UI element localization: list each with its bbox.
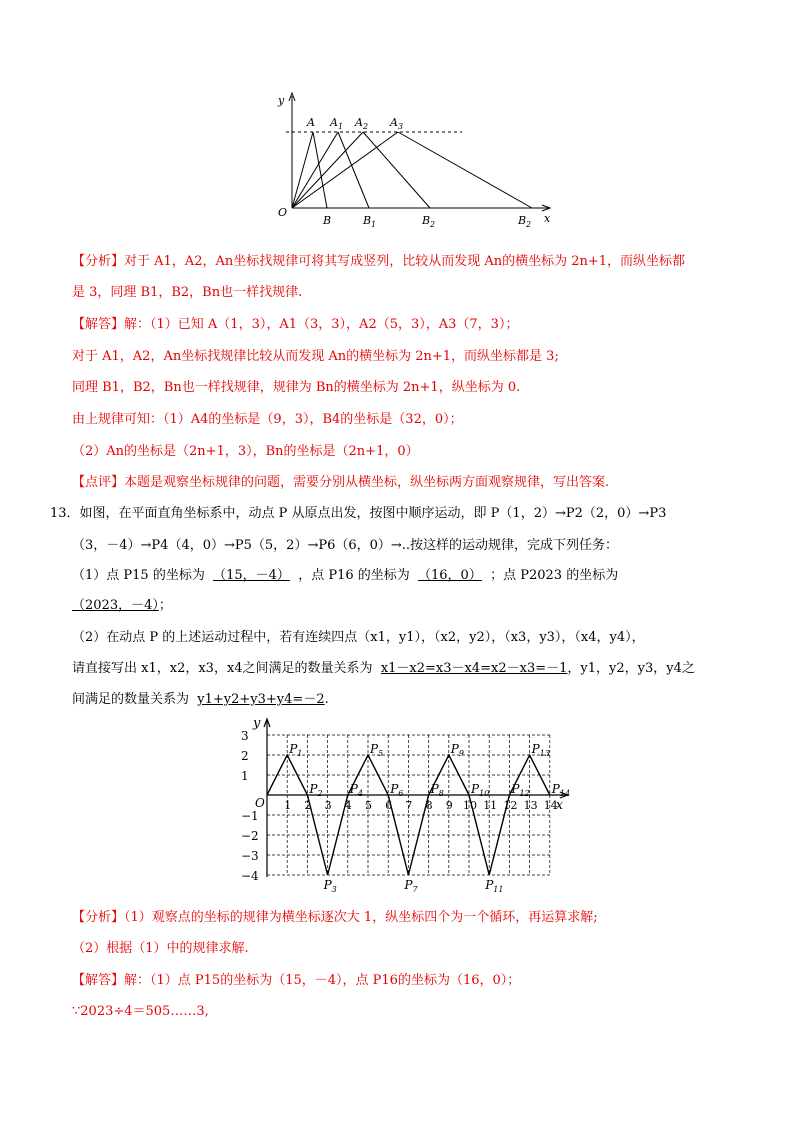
q13-line-4: （2023，－4）；: [72, 598, 172, 613]
svg-text:2: 2: [363, 122, 369, 131]
analysis-2-line-1: 【分析】（1）观察点的坐标的规律为横坐标逐次大 1，纵坐标四个为一个循环，再运算求解;: [72, 910, 598, 925]
label-B2: B: [422, 214, 431, 227]
point-label: $P_8$: [430, 782, 444, 798]
analysis-1-line-1: 【分析】对于 A1，A2，An坐标找规律可将其写成竖列，比较从而发现 An的横坐标为 2n+1，而纵坐标都: [72, 254, 686, 269]
solution-1-line-1: 【解答】解：（1）已知 A（1，3），A1（3，3），A2（5，3），A3（7，3）；: [72, 317, 519, 332]
analysis-tag: 【分析】: [72, 254, 125, 269]
label-O: O: [278, 206, 288, 219]
figure-zigzag-chart: [225, 705, 595, 895]
y-tick-label: 1: [241, 769, 249, 783]
answer-p16: （16，0）: [418, 568, 482, 583]
x-tick-label: 14: [543, 799, 558, 812]
x-tick-label: 4: [344, 799, 352, 812]
label-x: x: [544, 212, 551, 225]
q13-line-5: （2）在动点 P 的上述运动过程中，若有连续四点（x1，y1），（x2，y2），（x3，y3），（x4，y4），: [72, 630, 645, 645]
point-label: $P_{13}$: [531, 742, 550, 758]
label-A: A: [307, 116, 315, 129]
label-A2: A: [355, 116, 363, 129]
label-B1: B: [363, 214, 372, 227]
svg-text:1: 1: [338, 122, 344, 131]
solution-tag: 【解答】: [72, 317, 125, 332]
x-tick-label: 8: [425, 799, 433, 812]
answer-p2023: （2023，－4）: [72, 598, 159, 613]
answer-y-relation: y1+y2+y3+y4=－2: [197, 692, 325, 707]
x-tick-label: 11: [483, 799, 498, 812]
y-tick-label: 3: [241, 729, 249, 743]
answer-p15: （15，－4）: [213, 568, 290, 583]
x-tick-label: 2: [304, 799, 312, 812]
svg-text:2: 2: [526, 220, 532, 228]
solution-2-line-2: ∵2023÷4＝505……3,: [72, 1004, 209, 1019]
point-label: $P_{14}$: [551, 782, 571, 798]
label-B: B: [323, 214, 332, 227]
q13-line-2: （3，－4）→P4（4，0）→P5（5，2）→P6（6，0）→..按这样的运动规律，完成下列任务：: [72, 538, 619, 553]
analysis-tag-2: 【分析】: [72, 910, 125, 925]
solution-1-line-2: 对于 A1，A2，An坐标找规律比较从而发现 An的横坐标为 2n+1，而纵坐标都是 3;: [72, 349, 559, 364]
solution-tag-2: 【解答】: [72, 973, 125, 988]
q13-line-6: 请直接写出 x1，x2，x3，x4之间满足的数量关系为 x1－x2=x3－x4=x2－x3=－1，y1，y2，y3，y4之: [72, 661, 695, 676]
point-label: $P_4$: [349, 782, 363, 798]
point-label: $P_5$: [370, 742, 384, 758]
label-A1: A: [330, 116, 338, 129]
label-A3: A: [390, 116, 398, 129]
comment-tag: 【点评】: [72, 475, 125, 490]
q13-line-1: 13．如图，在平面直角坐标系中，动点 P 从原点出发，按图中顺序运动，即 P（1，2）→P2（2，0）→P3: [50, 506, 667, 521]
y-tick-label: −1: [241, 809, 259, 823]
solution-1-line-3: 同理 B1，B2，Bn也一样找规律，规律为 Bn的横坐标为 2n+1，纵坐标为 0.: [72, 380, 521, 395]
point-label: $P_{10}$: [471, 782, 490, 798]
y-tick-label: −4: [241, 869, 259, 883]
q13-line-3: （1）点 P15 的坐标为 （15，－4） ，点 P16 的坐标为 （16，0） ；点 P2023 的坐标为: [72, 568, 619, 583]
solution-2-line-1: 【解答】解：（1）点 P15的坐标为（15，－4），点 P16的坐标为（16，0）；: [72, 973, 521, 988]
svg-text:1: 1: [371, 220, 377, 228]
label-B3: B: [518, 214, 527, 227]
y-tick-label: 2: [241, 749, 249, 763]
solution-1-line-5: （2）An的坐标是（2n+1，3），Bn的坐标是（2n+1，0）: [72, 444, 419, 459]
point-label: $P_{12}$: [511, 782, 530, 798]
figure-triangles: [270, 88, 560, 228]
axis-label-y: y: [253, 716, 261, 731]
x-tick-label: 1: [284, 799, 292, 812]
origin-label: O: [255, 796, 265, 810]
comment-1: 【点评】本题是观察坐标规律的问题，需要分别从横坐标，纵坐标两方面观察规律，写出答案.: [72, 475, 610, 490]
x-tick-label: 6: [385, 799, 393, 812]
x-tick-label: 10: [463, 799, 477, 812]
y-tick-label: −3: [241, 849, 259, 863]
svg-text:3: 3: [398, 122, 404, 131]
x-tick-label: 13: [523, 799, 538, 812]
axis-label-x: x: [555, 798, 564, 813]
point-label: $P_2$: [309, 782, 323, 798]
x-tick-label: 3: [324, 799, 332, 812]
point-label: $P_9$: [450, 742, 464, 758]
point-label: $P_3$: [323, 878, 337, 894]
point-label: $P_6$: [390, 782, 404, 798]
point-label: $P_1$: [289, 742, 303, 758]
point-label: $P_{11}$: [485, 878, 504, 894]
label-y: y: [278, 94, 285, 107]
answer-x-relation: x1－x2=x3－x4=x2－x3=－1: [380, 661, 568, 676]
x-tick-label: 9: [445, 799, 453, 812]
y-tick-label: −2: [241, 829, 259, 843]
analysis-1-line-2: 是 3，同理 B1，B2，Bn也一样找规律.: [72, 285, 303, 300]
q13-line-7: 间满足的数量关系为 y1+y2+y3+y4=－2.: [72, 692, 329, 707]
solution-1-line-4: 由上规律可知：（1）A4的坐标是（9，3），B4的坐标是（32，0）；: [72, 412, 463, 427]
analysis-2-line-2: （2）根据（1）中的规律求解.: [72, 941, 249, 956]
x-tick-label: 5: [365, 799, 372, 812]
x-tick-label: 7: [405, 799, 413, 812]
point-label: $P_7$: [404, 878, 418, 894]
svg-text:2: 2: [430, 220, 436, 228]
x-tick-label: 12: [503, 799, 518, 812]
